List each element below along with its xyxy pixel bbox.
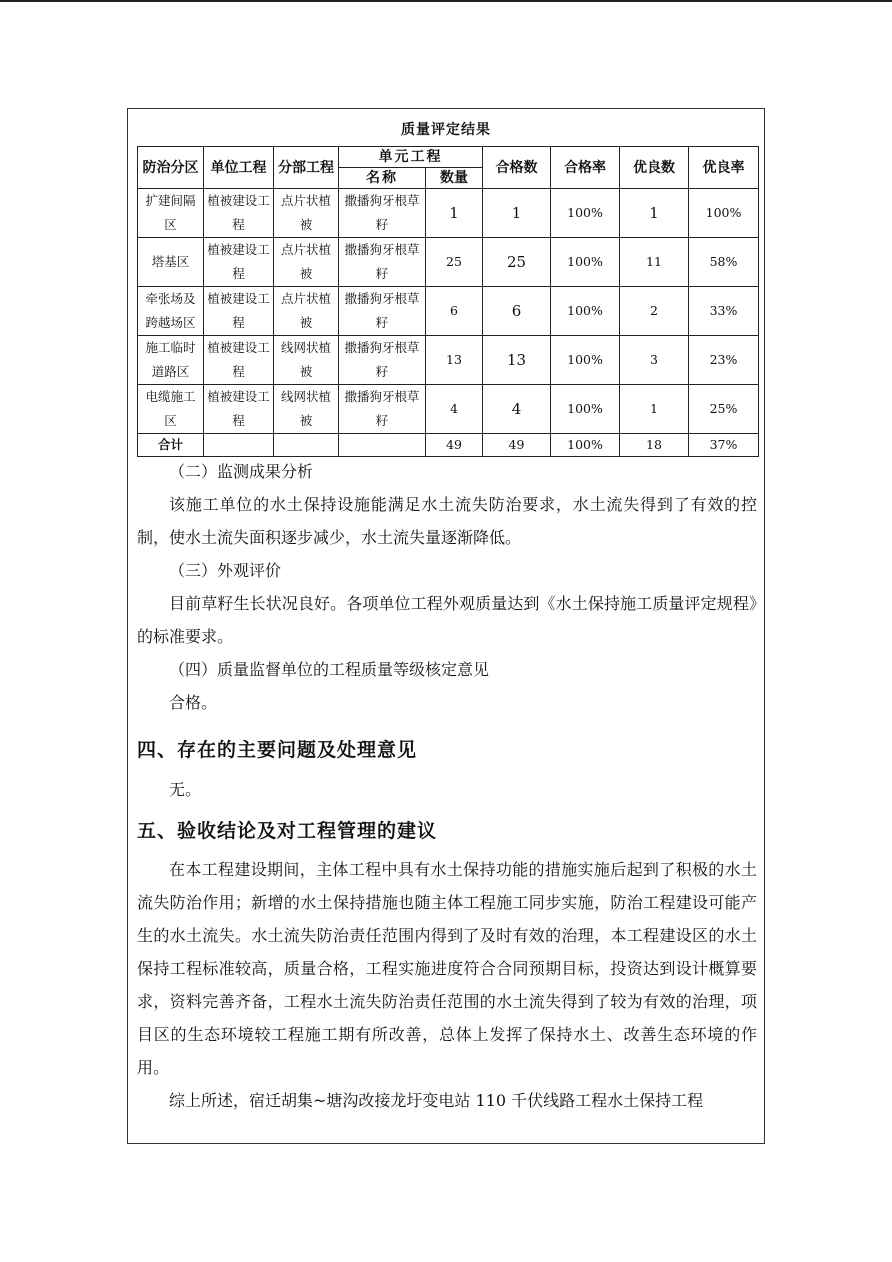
cell-excellent: 2	[620, 287, 689, 336]
summary-text: 综上所述，宿迁胡集~塘沟改接龙圩变电站 110 千伏线路工程水土保持工程	[169, 1091, 704, 1110]
page-top-border	[0, 0, 892, 2]
cell-total-qualified-rate: 100%	[551, 434, 620, 457]
cell-zone: 牵张场及跨越场区	[138, 287, 204, 336]
problems-heading: 四、存在的主要问题及处理意见	[137, 739, 418, 761]
cell-qualified: 13	[483, 336, 551, 385]
header-unit-project: 单位工程	[204, 147, 274, 189]
cell-name: 撒播狗牙根草籽	[339, 385, 426, 434]
monitor-title: （二）监测成果分析	[169, 462, 314, 481]
cell-qualified: 25	[483, 238, 551, 287]
table-row	[138, 238, 759, 287]
cell-unit: 植被建设工程	[204, 336, 274, 385]
cell-zone: 电缆施工区	[138, 385, 204, 434]
cell-qualified: 6	[483, 287, 551, 336]
cell-sub: 线网状植被	[274, 336, 339, 385]
cell-excellent-rate: 58%	[689, 238, 759, 287]
cell-excellent-rate: 100%	[689, 189, 759, 238]
cell-unit: 植被建设工程	[204, 287, 274, 336]
table-row	[138, 189, 759, 238]
section-body-top	[137, 455, 757, 719]
header-zone: 防治分区	[138, 147, 204, 189]
cell-qualified: 1	[483, 189, 551, 238]
cell-sub: 点片状植被	[274, 189, 339, 238]
cell-qualified: 4	[483, 385, 551, 434]
supervision-title: （四）质量监督单位的工程质量等级核定意见	[169, 660, 490, 679]
header-excellent-count: 优良数	[620, 147, 689, 189]
table-header-row	[138, 147, 759, 168]
cell-sub: 点片状植被	[274, 287, 339, 336]
cell-qualified-rate: 100%	[551, 385, 620, 434]
cell-sub: 线网状植被	[274, 385, 339, 434]
cell-sub: 点片状植被	[274, 238, 339, 287]
cell-qualified-rate: 100%	[551, 189, 620, 238]
cell-count: 1	[426, 189, 483, 238]
cell-total-excellent: 18	[620, 434, 689, 457]
header-element-name: 名称	[339, 168, 426, 189]
cell-excellent: 1	[620, 189, 689, 238]
cell-empty	[274, 434, 339, 457]
monitor-text: 该施工单位的水土保持设施能满足水土流失防治要求，水土流失得到了有效的控制，使水土流失面积逐步减少，水土流失量逐渐降低。	[137, 495, 757, 547]
cell-zone: 塔基区	[138, 238, 204, 287]
cell-unit: 植被建设工程	[204, 189, 274, 238]
cell-empty	[339, 434, 426, 457]
cell-count: 13	[426, 336, 483, 385]
cell-name: 撒播狗牙根草籽	[339, 287, 426, 336]
table-row	[138, 336, 759, 385]
table-title: 质量评定结果	[401, 122, 491, 138]
cell-unit: 植被建设工程	[204, 238, 274, 287]
table-row	[138, 287, 759, 336]
cell-name: 撒播狗牙根草籽	[339, 336, 426, 385]
cell-qualified-rate: 100%	[551, 336, 620, 385]
header-sub-project: 分部工程	[274, 147, 339, 189]
table-total-row	[138, 434, 759, 457]
cell-total-qualified: 49	[483, 434, 551, 457]
conclusion-heading: 五、验收结论及对工程管理的建议	[137, 820, 438, 842]
cell-unit: 植被建设工程	[204, 385, 274, 434]
quality-assessment-table	[137, 146, 759, 457]
cell-excellent-rate: 25%	[689, 385, 759, 434]
supervision-text: 合格。	[169, 693, 218, 712]
cell-zone: 扩建间隔区	[138, 189, 204, 238]
cell-empty	[204, 434, 274, 457]
header-element-count: 数量	[426, 168, 483, 189]
header-qualified-count: 合格数	[483, 147, 551, 189]
table-row	[138, 385, 759, 434]
cell-count: 6	[426, 287, 483, 336]
cell-excellent: 1	[620, 385, 689, 434]
cell-excellent: 3	[620, 336, 689, 385]
cell-count: 25	[426, 238, 483, 287]
header-excellent-rate: 优良率	[689, 147, 759, 189]
conclusion-body	[137, 853, 757, 1117]
cell-excellent-rate: 33%	[689, 287, 759, 336]
appearance-title: （三）外观评价	[169, 561, 282, 580]
conclusion-text: 在本工程建设期间，主体工程中具有水土保持功能的措施实施后起到了积极的水土流失防治作用；新增的水土保持措施也随主体工程施工同步实施，防治工程建设可能产生的水土流失。水土流失防治责任范围内得到了及时有效的治理，本工程建设区的水土保持工程标准较高，质量合格，工程实施进度符合合同预期目标，投资达到设计概算要求，资料完善齐备，工程水土流失防治责任范围的水土流失得到了较为有效的治理，项目区的生态环境较工程施工期有所改善，总体上发挥了保持水土、改善生态环境的作用。	[137, 860, 757, 1077]
cell-total-label: 合计	[138, 434, 204, 457]
cell-count: 4	[426, 385, 483, 434]
problems-body	[137, 773, 757, 806]
cell-total-count: 49	[426, 434, 483, 457]
header-element-project: 单元工程	[339, 147, 483, 168]
cell-name: 撒播狗牙根草籽	[339, 189, 426, 238]
problems-text: 无。	[169, 780, 202, 799]
cell-qualified-rate: 100%	[551, 238, 620, 287]
header-qualified-rate: 合格率	[551, 147, 620, 189]
cell-excellent-rate: 23%	[689, 336, 759, 385]
cell-total-excellent-rate: 37%	[689, 434, 759, 457]
cell-zone: 施工临时道路区	[138, 336, 204, 385]
appearance-text: 目前草籽生长状况良好。各项单位工程外观质量达到《水土保持施工质量评定规程》的标准要求。	[137, 594, 757, 646]
cell-excellent: 11	[620, 238, 689, 287]
cell-name: 撒播狗牙根草籽	[339, 238, 426, 287]
cell-qualified-rate: 100%	[551, 287, 620, 336]
